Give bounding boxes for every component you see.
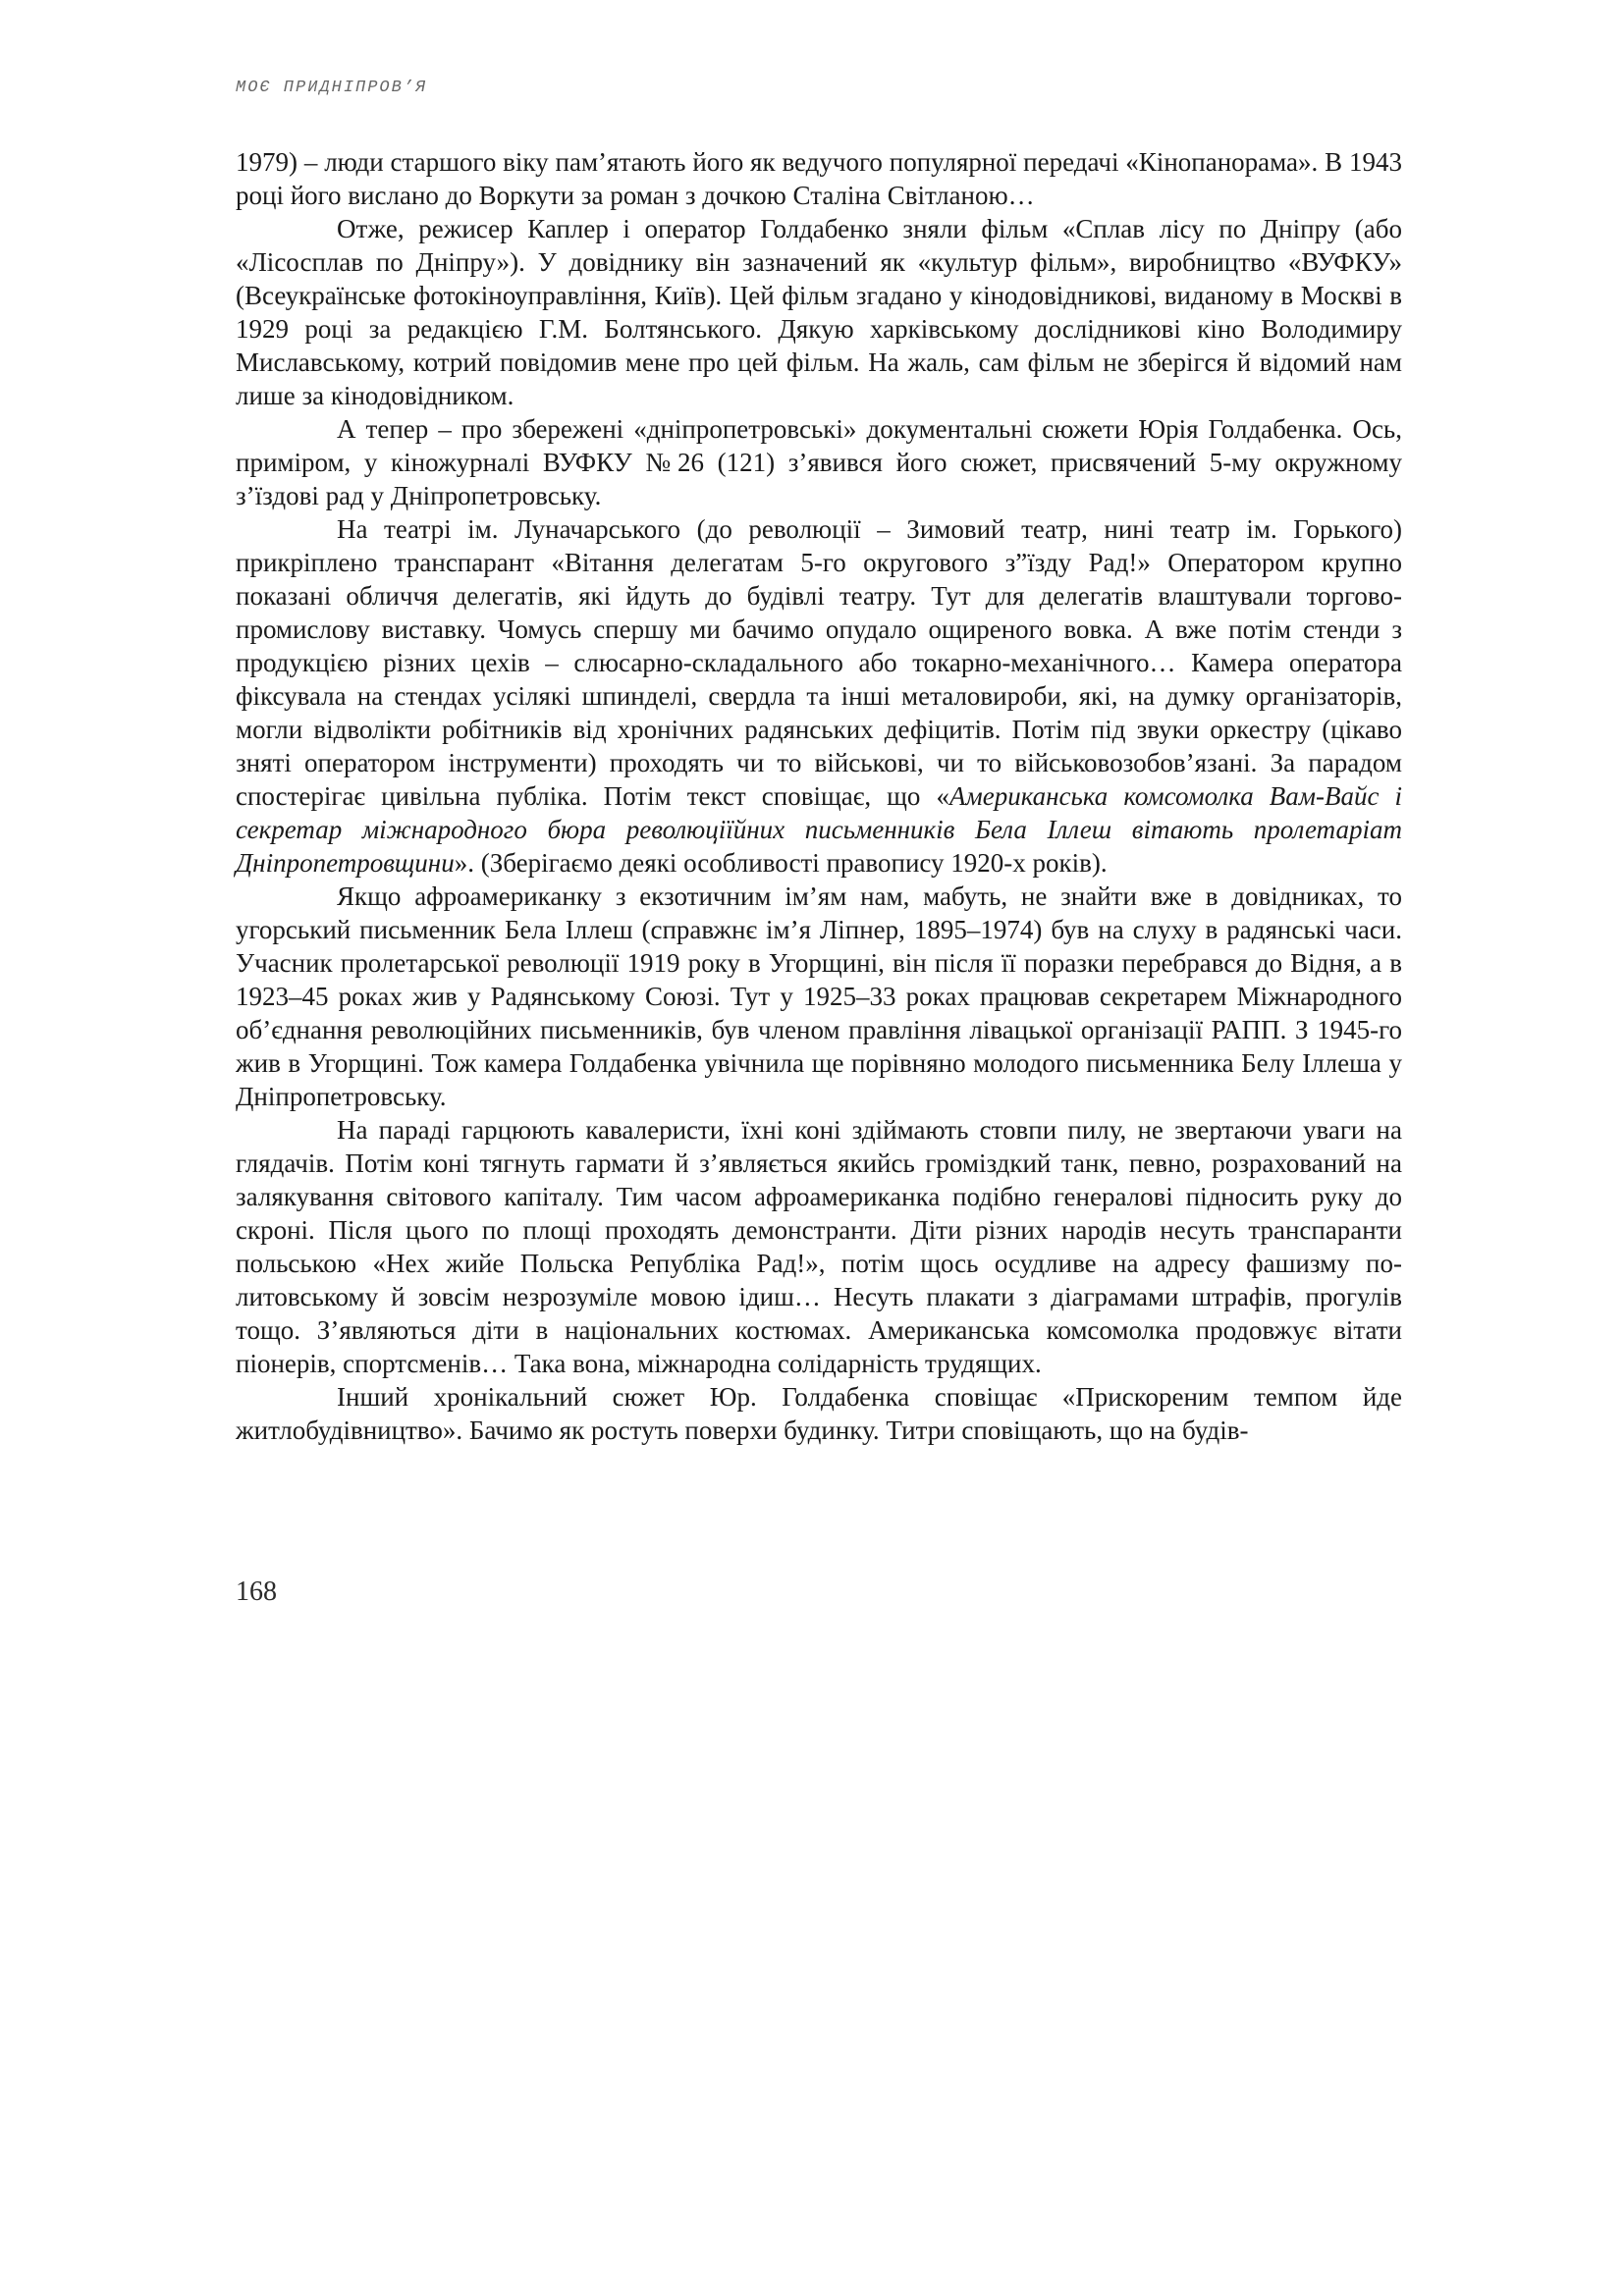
paragraph-4 — [236, 512, 1402, 880]
paragraph-1: 1979) – люди старшого віку пам’ятають його як ведучого популярної передачі «Кінопанорама». В 1943 році його вислано до Воркути за роман з дочкою Сталіна Світланою… — [236, 147, 1402, 210]
paragraph-2: Отже, режисер Каплер і оператор Голдабенко зняли фільм «Сплав лісу по Дніпру (або «Лісосплав по Дніпру»). У довіднику він зазначений як «культур фільм», виробництво «ВУФКУ» (Всеукраїнське фотокіноуправління, Київ). Цей фільм згадано у кінодовідникові, виданому в Москві в 1929 році за редакцією Г.М. Болтянського. Дякую харківському дослідникові кіно Володимиру Миславському, котрий повідомив мене про цей фільм. На жаль, сам фільм не зберігся й відомий нам лише за кінодовідником. — [236, 214, 1402, 410]
paragraph-4-text: На театрі ім. Луначарського (до революції – Зимовий театр, нині театр ім. Горького) прикріплено транспарант «Вітання делегатам 5-го округового з”їзду Рад!» Оператором крупно показані обличчя делегатів, які йдуть до будівлі театру. Тут для делегатів влаштували торгово-промислову виставку. Чомусь спершу ми бачимо опудало ощиреного вовка. А вже потім стенди з продукцією різних цехів – слюсарно-складального або токарно-механічного… Камера оператора фіксувала на стендах усілякі шпинделі, свердла та інші металовироби, які, на думку організаторів, могли відволікти робітників від хронічних радянських дефіцитів. Потім під звуки оркестру (цікаво зняті оператором інструменти) проходять чи то військові, чи то військовозобов’язані. За парадом спостерігає цивільна публіка. Потім текст сповіщає, що « — [236, 514, 1402, 811]
body-text — [236, 145, 1402, 1447]
page-number: 168 — [236, 1576, 277, 1607]
paragraph-3: А тепер – про збережені «дніпропетровські» документальні сюжети Юрія Голдабенка. Ось, приміром, у кіножурналі ВУФКУ №26 (121) з’явився його сюжет, присвячений 5-му окружному з’їздові рад у Дніпропетровську. — [236, 414, 1402, 510]
running-head: МОЄ ПРИДНІПРОВ’Я — [236, 79, 428, 97]
paragraph-7: Інший хронікальний сюжет Юр. Голдабенка сповіщає «Прискореним темпом йде житлобудівництво». Бачимо як ростуть поверхи будинку. Титри сповіщають, що на будів- — [236, 1382, 1402, 1445]
paragraph-4-text-end: ». (Зберігаємо деякі особливості правопису 1920-х років). — [454, 848, 1108, 878]
paragraph-5: Якщо афроамериканку з екзотичним ім’ям нам, мабуть, не знайти вже в довідниках, то угорський письменник Бела Іллеш (справжнє ім’я Ліпнер, 1895–1974) був на слуху в радянські часи. Учасник пролетарської революції 1919 року в Угорщині, він після її поразки перебрався до Відня, а в 1923–45 роках жив у Радянському Союзі. Тут у 1925–33 роках працював секретарем Міжнародного об’єднання революційних письменників, був членом правління лівацької організації РАПП. З 1945-го жив в Угорщині. Тож камера Голдабенка увічнила ще порівняно молодого письменника Белу Іллеша у Дніпропетровську. — [236, 881, 1402, 1111]
paragraph-6: На параді гарцюють кавалеристи, їхні коні здіймають стовпи пилу, не звертаючи уваги на глядачів. Потім коні тягнуть гармати й з’являється якийсь громіздкий танк, певно, розрахований на залякування світового капіталу. Тим часом афроамериканка подібно генералові підносить руку до скроні. Після цього по площі проходять демонстранти. Діти різних народів несуть транспаранти польською «Нех жийе Польска Републіка Рад!», потім щось осудливе на адресу фашизму по-литовському й зовсім незрозуміле мовою ідиш… Несуть плакати з діаграмами штрафів, прогулів тощо. З’являються діти в національних костюмах. Американська комсомолка продовжує вітати піонерів, спортсменів… Така вона, міжнародна солідарність трудящих. — [236, 1115, 1402, 1378]
quoted-caption: Американська комсомолка Вам-Вайс і секретар міжнародного бюра революціїйних письменників Бела Іллеш вітають пролетаріат Дніпропетровщини — [236, 781, 1403, 878]
